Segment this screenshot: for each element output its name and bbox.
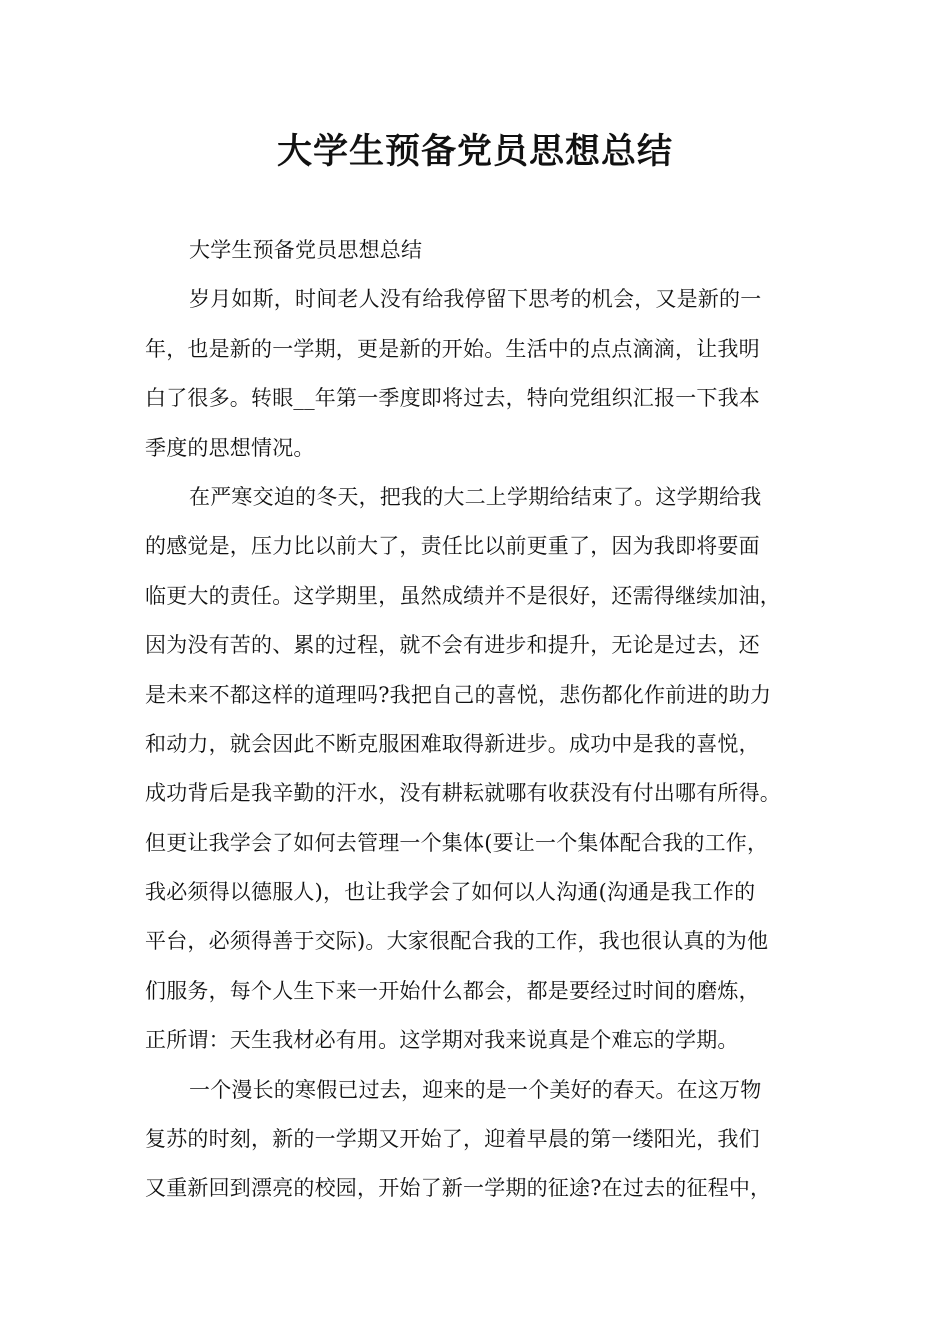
- text-line: 因为没有苦的、累的过程，就不会有进步和提升，无论是过去，还: [145, 633, 760, 658]
- text-line: 复苏的时刻，新的一学期又开始了，迎着早晨的第一缕阳光，我们: [145, 1127, 760, 1152]
- text-line: 岁月如斯，时间老人没有给我停留下思考的机会，又是新的一: [189, 287, 762, 312]
- document-title: 大学生预备党员思想总结: [276, 132, 673, 172]
- text-line: 一个漫长的寒假已过去，迎来的是一个美好的春天。在这万物: [189, 1077, 762, 1102]
- text-line: 又重新回到漂亮的校园，开始了新一学期的征途?在过去的征程中，: [145, 1176, 772, 1201]
- document-body: [145, 226, 810, 1214]
- text-line: 们服务，每个人生下来一开始什么都会，都是要经过时间的磨炼，: [145, 978, 760, 1003]
- text-line: 的感觉是，压力比以前大了，责任比以前更重了，因为我即将要面: [145, 534, 760, 559]
- text-line: 临更大的责任。这学期里，虽然成绩并不是很好，还需得继续加油，: [145, 583, 781, 608]
- text-line: 成功背后是我辛勤的汗水，没有耕耘就哪有收获没有付出哪有所得。: [145, 781, 781, 806]
- text-line: 正所谓：天生我材必有用。这学期对我来说真是个难忘的学期。: [145, 1028, 739, 1053]
- text-line: 和动力，就会因此不断克服困难取得新进步。成功中是我的喜悦，: [145, 731, 760, 756]
- text-line: 年，也是新的一学期，更是新的开始。生活中的点点滴滴，让我明: [145, 336, 760, 361]
- text-line: 在严寒交迫的冬天，把我的大二上学期给结束了。这学期给我: [189, 484, 762, 509]
- text-line: 是未来不都这样的道理吗?我把自己的喜悦，悲伤都化作前进的助力: [145, 682, 772, 707]
- text-line: 大学生预备党员思想总结: [189, 238, 423, 262]
- text-line: 白了很多。转眼__年第一季度即将过去，特向党组织汇报一下我本: [145, 386, 760, 411]
- text-line: 平台，必须得善于交际)。大家很配合我的工作，我也很认真的为他: [145, 929, 769, 954]
- text-line: 季度的思想情况。: [145, 435, 315, 460]
- text-line: 但更让我学会了如何去管理一个集体(要让一个集体配合我的工作，: [145, 830, 769, 855]
- text-line: 我必须得以德服人)，也让我学会了如何以人沟通(沟通是我工作的: [145, 880, 756, 905]
